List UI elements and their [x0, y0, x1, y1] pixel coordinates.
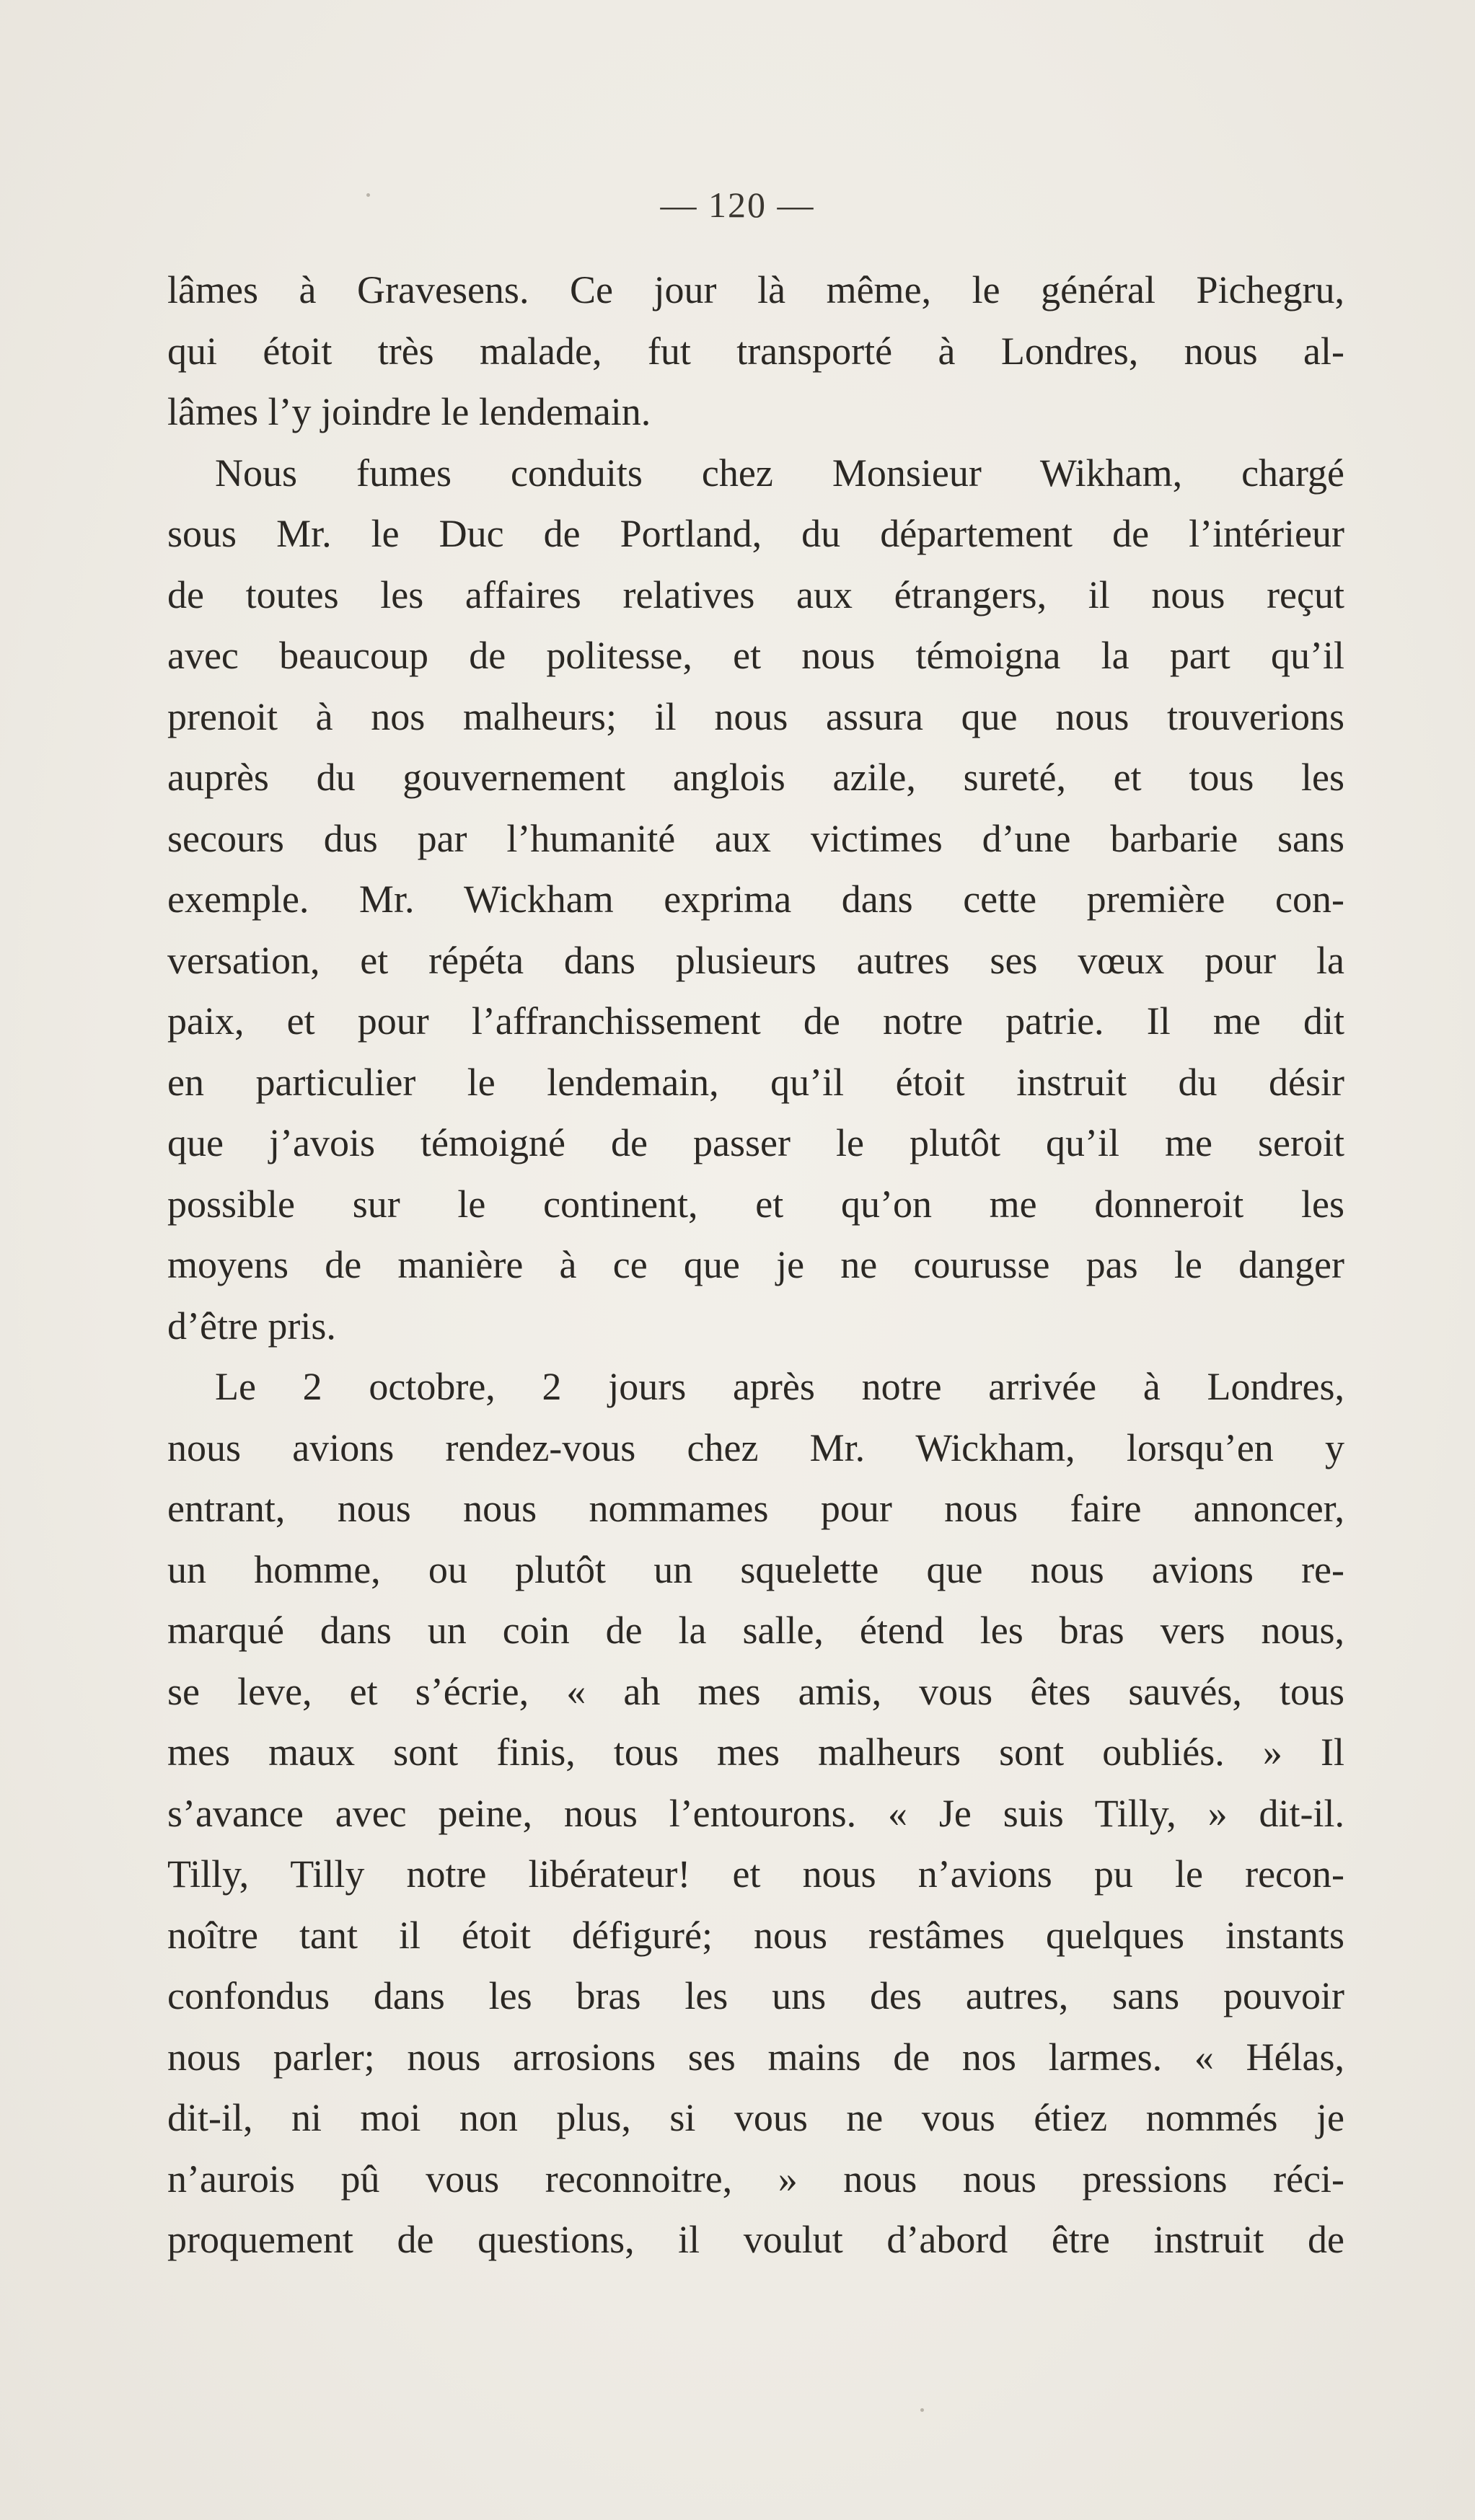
text-line: prenoit à nos malheurs; il nous assura que nous trouverions — [167, 694, 1344, 738]
text-line: dit-il, ni moi non plus, si vous ne vous étiez nommés je — [167, 2096, 1344, 2139]
text-line: confondus dans les bras les uns des autres, sans pouvoir — [167, 1974, 1344, 2017]
text-line: Le 2 octobre, 2 jours après notre arrivée à Londres, — [215, 1365, 1344, 1408]
text-line: qui étoit très malade, fut transporté à Londres, nous al- — [167, 329, 1344, 373]
text-line: versation, et répéta dans plusieurs autres ses vœux pour la — [167, 938, 1344, 982]
text-line: entrant, nous nous nommames pour nous faire annoncer, — [167, 1487, 1344, 1530]
text-line: Nous fumes conduits chez Monsieur Wikham, chargé — [215, 451, 1344, 495]
text-line: en particulier le lendemain, qu’il étoit instruit du désir — [167, 1060, 1344, 1104]
text-line: noître tant il étoit défiguré; nous restâmes quelques instants — [167, 1913, 1344, 1957]
text-line: secours dus par l’humanité aux victimes d’une barbarie sans — [167, 816, 1344, 860]
text-line: s’avance avec peine, nous l’entourons. « Je suis Tilly, » dit-il. — [167, 1791, 1344, 1835]
text-line: lâmes à Gravesens. Ce jour là même, le général Pichegru, — [167, 268, 1344, 311]
text-line: d’être pris. — [167, 1304, 336, 1348]
text-line: nous avions rendez-vous chez Mr. Wickham, lorsqu’en y — [167, 1425, 1344, 1469]
text-line: que j’avois témoigné de passer le plutôt qu’il me seroit — [167, 1121, 1344, 1164]
text-line: sous Mr. le Duc de Portland, du département de l’intérieur — [167, 512, 1344, 555]
text-line: mes maux sont finis, tous mes malheurs sont oubliés. » Il — [167, 1730, 1344, 1774]
paper-speck — [366, 193, 370, 197]
text-line: de toutes les affaires relatives aux étrangers, il nous reçut — [167, 572, 1344, 616]
text-line: n’aurois pû vous reconnoitre, » nous nous pressions réci- — [167, 2157, 1344, 2201]
body-text — [167, 260, 1344, 2271]
text-line: marqué dans un coin de la salle, étend les bras vers nous, — [167, 1609, 1344, 1652]
text-line: exemple. Mr. Wickham exprima dans cette première con- — [167, 877, 1344, 921]
text-line: avec beaucoup de politesse, et nous témoigna la part qu’il — [167, 634, 1344, 677]
text-line: se leve, et s’écrie, « ah mes amis, vous êtes sauvés, tous — [167, 1669, 1344, 1713]
text-line: un homme, ou plutôt un squelette que nous avions re- — [167, 1547, 1344, 1591]
page-number: — 120 — — [660, 185, 815, 225]
text-line: paix, et pour l’affranchissement de notre patrie. Il me dit — [167, 999, 1344, 1043]
text-line: Tilly, Tilly notre libérateur! et nous n’avions pu le recon- — [167, 1852, 1344, 1896]
text-line: possible sur le continent, et qu’on me donneroit les — [167, 1182, 1344, 1226]
text-line: moyens de manière à ce que je ne courusse pas le danger — [167, 1243, 1344, 1286]
text-line: proquement de questions, il voulut d’abord être instruit de — [167, 2218, 1344, 2261]
text-line: lâmes l’y joindre le lendemain. — [167, 390, 651, 433]
text-line: nous parler; nous arrosions ses mains de nos larmes. « Hélas, — [167, 2035, 1344, 2079]
paper-speck — [920, 2408, 924, 2412]
text-line: auprès du gouvernement anglois azile, sureté, et tous les — [167, 756, 1344, 799]
